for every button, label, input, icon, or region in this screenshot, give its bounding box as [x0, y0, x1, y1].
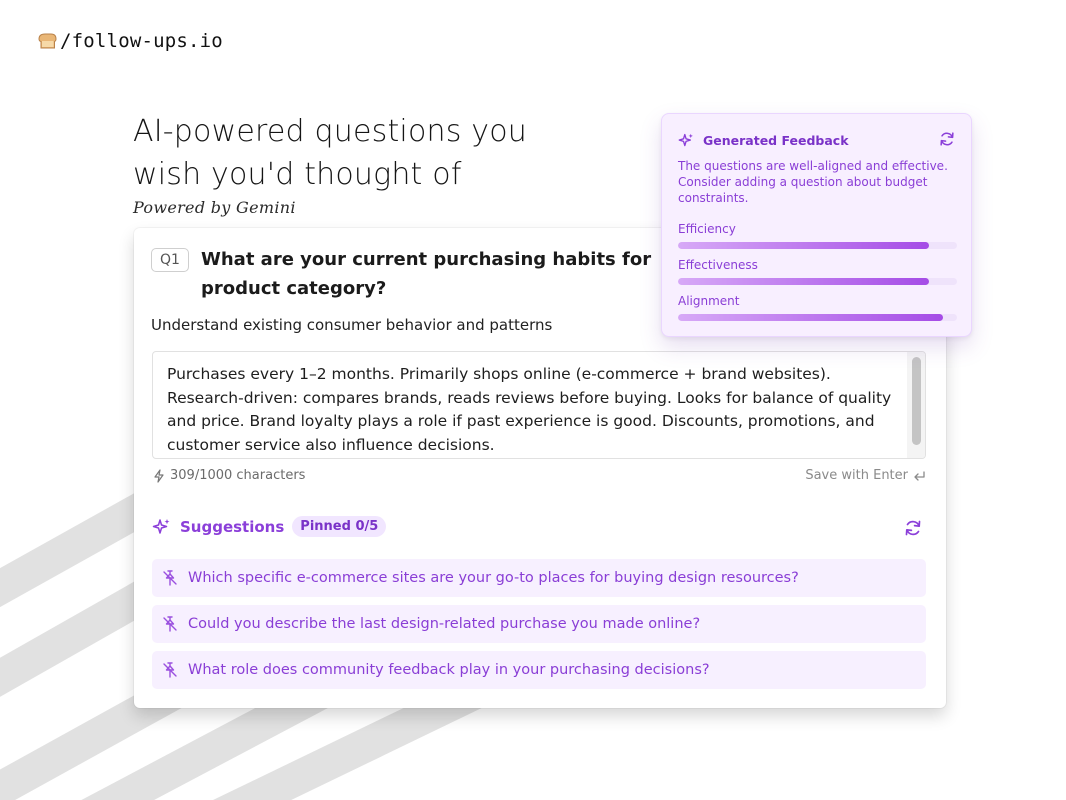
refresh-icon: [903, 518, 923, 538]
metric-label: Alignment: [678, 294, 740, 308]
lightning-icon: [152, 469, 166, 483]
question-header: [151, 247, 671, 303]
suggestion-text[interactable]: What role does community feedback play in your purchasing decisions?: [188, 662, 710, 678]
answer-text[interactable]: Purchases every 1–2 months. Primarily shops online (e-commerce + brand websites). Research-driven: compares brands, reads reviews before buying. Looks for balance of quality and price. Brand loyalty plays a role if past experience is good. Discounts, promotions, and customer service also influence decisions.: [167, 365, 892, 454]
answer-scrollbar[interactable]: [907, 352, 925, 458]
feedback-text: The questions are well-aligned and effective. Consider adding a question about budget constraints.: [678, 159, 948, 205]
metric-fill: [678, 314, 943, 321]
suggestion-text[interactable]: Which specific e-commerce sites are your go-to places for buying design resources?: [188, 570, 799, 586]
question-title: What are your current purchasing habits for product category?: [201, 249, 652, 299]
brand-name: /follow-ups.io: [60, 30, 223, 52]
suggestions-header: [152, 516, 386, 537]
metric-bar-efficiency: [678, 242, 957, 249]
save-hint: [805, 468, 926, 483]
answer-textarea[interactable]: [152, 351, 926, 459]
metric-bar-alignment: [678, 314, 957, 321]
scrollbar-thumb[interactable]: [912, 357, 921, 445]
pin-off-icon[interactable]: [161, 615, 179, 633]
metric-bar-effectiveness: [678, 278, 957, 285]
enter-key-icon: [912, 470, 926, 482]
pin-off-icon[interactable]: [161, 569, 179, 587]
metric-label: Effectiveness: [678, 258, 758, 272]
character-count: [152, 468, 305, 483]
suggestion-item[interactable]: [152, 651, 926, 689]
suggestion-item[interactable]: [152, 559, 926, 597]
refresh-icon: [938, 130, 956, 148]
refresh-feedback-button[interactable]: [938, 130, 956, 148]
question-number-badge: Q1: [151, 248, 189, 272]
question-description: Understand existing consumer behavior and patterns: [151, 316, 553, 334]
pinned-count-badge: Pinned 0/5: [292, 516, 386, 537]
character-count-text: 309/1000 characters: [170, 468, 306, 483]
hero-title-line2: wish you'd thought of: [133, 157, 462, 192]
hero: [133, 110, 527, 217]
metric-fill: [678, 242, 929, 249]
metric-label: Efficiency: [678, 222, 736, 236]
bread-slice-icon: [36, 31, 58, 51]
feedback-header: [678, 132, 849, 149]
metric-fill: [678, 278, 929, 285]
refresh-suggestions-button[interactable]: [902, 517, 924, 539]
save-hint-text: Save with Enter: [805, 468, 908, 483]
brand[interactable]: [36, 30, 223, 52]
sparkles-icon: [678, 132, 695, 149]
suggestion-text[interactable]: Could you describe the last design-related purchase you made online?: [188, 616, 701, 632]
feedback-title: Generated Feedback: [703, 133, 849, 148]
generated-feedback-panel: [661, 113, 972, 337]
hero-subtitle: Powered by Gemini: [133, 198, 296, 217]
pin-off-icon[interactable]: [161, 661, 179, 679]
hero-title: [133, 110, 527, 196]
hero-title-line1: AI-powered questions you: [133, 114, 527, 149]
suggestion-item[interactable]: [152, 605, 926, 643]
suggestions-title: Suggestions: [180, 517, 285, 536]
sparkles-icon: [152, 517, 172, 537]
